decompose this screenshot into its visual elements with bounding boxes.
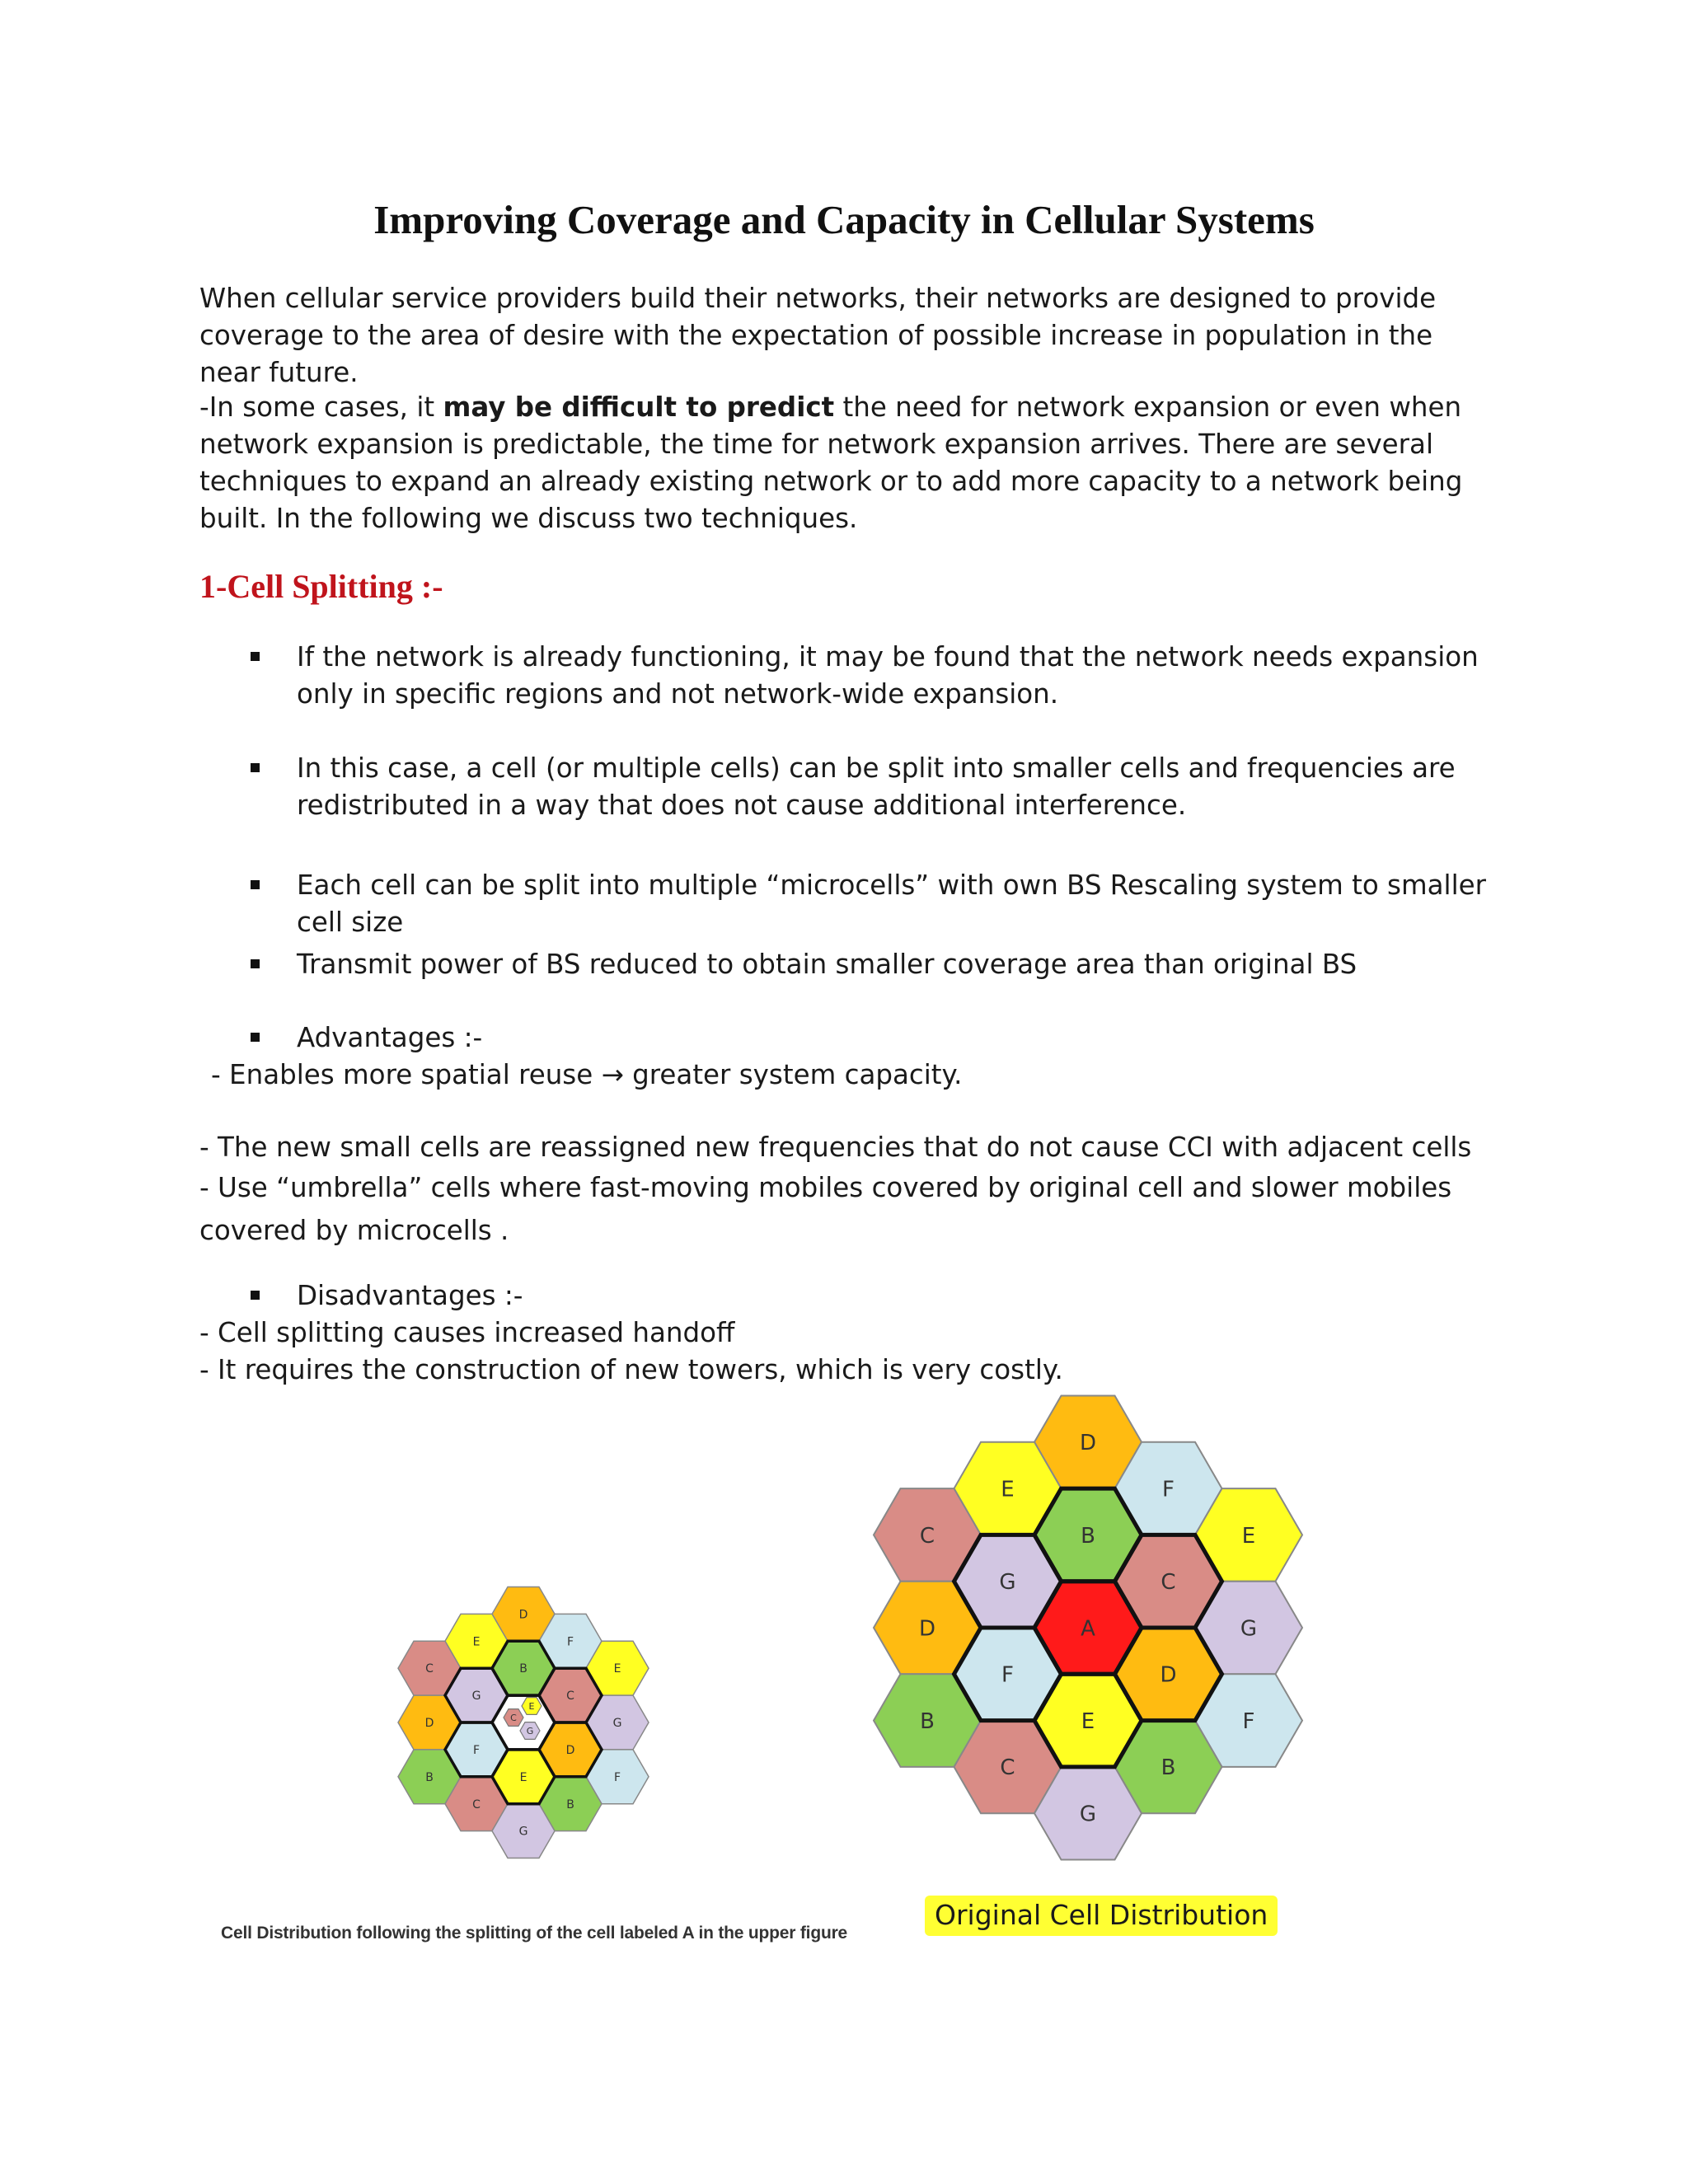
split-cell-label: E (613, 1662, 621, 1676)
split-cell-label: E (472, 1635, 481, 1649)
micro-cell-label: G (526, 1726, 534, 1736)
advantages-label: Advantages :- (297, 1022, 483, 1053)
original-cell-label: G (1079, 1802, 1097, 1827)
bullet-square-icon (251, 959, 260, 968)
micro-cell-e (522, 1698, 542, 1715)
original-cell-label: D (1079, 1431, 1097, 1456)
split-cell-label: F (613, 1770, 621, 1784)
split-cell-label: B (566, 1797, 574, 1811)
disadvantages-label: Disadvantages :- (297, 1280, 523, 1311)
micro-cell-label: C (510, 1713, 517, 1723)
split-cell-label: C (472, 1797, 481, 1811)
bullet-square-icon (251, 1033, 260, 1042)
micro-cell-g (520, 1722, 540, 1740)
intro-paragraph-1: When cellular service providers build their networks, their networks are designed to provide coverage to the area of desire with the expectation of possible increase in population in the near future. (199, 283, 1437, 388)
bullet-item-2 (297, 750, 1517, 824)
original-cell-label: B (920, 1708, 935, 1734)
original-cell-label: B (1160, 1755, 1176, 1781)
split-cell-label: B (519, 1662, 528, 1676)
split-cell-label: F (566, 1635, 574, 1649)
micro-cell-label: E (528, 1701, 535, 1712)
original-cell-figure (857, 1385, 1319, 1871)
bullet-item-3 (297, 867, 1533, 941)
bullet-item-1 (297, 639, 1517, 713)
original-cell-label: B (1081, 1523, 1095, 1549)
micro-cell-c (504, 1709, 523, 1727)
advantage-2: - The new small cells are reassigned new frequencies that do not cause CCI with adjacent cells (199, 1132, 1472, 1163)
original-cell-label: F (1242, 1708, 1255, 1734)
bullet-square-icon (251, 652, 260, 661)
intro-paragraph-2 (199, 389, 1485, 537)
bullet-square-icon (251, 763, 260, 772)
original-cell-label: A (1081, 1616, 1095, 1642)
bullet-text-2: In this case, a cell (or multiple cells) can be split into smaller cells and frequencies are redistributed in a way that does not cause additional interference. (297, 752, 1456, 821)
intro-p2-end: the need for network expansion or even when network expansion is predictable, the time for network expansion arrives. There are several techniques to expand an already existing network or to add more capacity to a network being built. In the following we discuss two techniques. (199, 391, 1463, 534)
page-title: Improving Coverage and Capacity in Cellular Systems (373, 197, 1315, 242)
section-heading: 1-Cell Splitting :- (199, 568, 443, 605)
disadvantage-1: - Cell splitting causes increased handoff (199, 1317, 735, 1348)
split-cell-label: G (612, 1717, 622, 1731)
split-cell-label: D (424, 1717, 434, 1731)
advantage-3: - Use “umbrella” cells where fast-moving mobiles covered by original cell and slower mobiles covered by microcells . (199, 1172, 1452, 1246)
original-cell-label: E (1081, 1708, 1095, 1734)
bullet-square-icon (251, 880, 260, 889)
split-cell-label: C (566, 1690, 574, 1704)
split-cell-label: D (565, 1743, 575, 1757)
bullet-item-disadvantages (297, 1277, 1517, 1315)
original-cell-label: G (1240, 1616, 1258, 1642)
bullet-text-1: If the network is already functioning, it may be found that the network needs expansion only in specific regions and not network-wide expansion. (297, 641, 1479, 710)
original-cell-label: D (1160, 1662, 1177, 1688)
original-cell-label: C (1160, 1570, 1176, 1596)
advantage-1: - Enables more spatial reuse → greater system capacity. (211, 1059, 963, 1090)
split-cell-label: F (472, 1743, 481, 1757)
bullet-square-icon (251, 1291, 260, 1300)
original-cell-label: G (999, 1570, 1016, 1596)
original-figure-caption: Original Cell Distribution (925, 1896, 1278, 1936)
original-cell-label: C (919, 1523, 935, 1549)
original-cell-label: C (1000, 1755, 1015, 1781)
split-cell-label: D (518, 1608, 528, 1622)
split-cell-label: C (425, 1662, 434, 1676)
split-cell-figure (379, 1570, 668, 1875)
original-cell-label: F (1001, 1662, 1014, 1688)
split-cell-label: E (519, 1770, 528, 1784)
original-cell-label: E (1241, 1523, 1256, 1549)
bullet-text-4: Transmit power of BS reduced to obtain smaller coverage area than original BS (297, 949, 1357, 980)
disadvantage-2: - It requires the construction of new towers, which is very costly. (199, 1354, 1063, 1385)
split-cell-label: G (518, 1825, 528, 1839)
split-cell-label: G (471, 1690, 481, 1704)
original-cell-label: F (1162, 1477, 1175, 1502)
original-cell-label: E (1001, 1477, 1015, 1502)
split-cell-label: B (425, 1770, 434, 1784)
bullet-item-advantages (297, 1019, 1517, 1057)
bullet-text-3: Each cell can be split into multiple “microcells” with own BS Rescaling system to smaller cell size (297, 869, 1486, 938)
intro-p2-start: -In some cases, it (199, 391, 443, 423)
original-cell-label: D (918, 1616, 936, 1642)
split-figure-caption: Cell Distribution following the splitting of the cell labeled A in the upper figure (221, 1924, 848, 1943)
intro-p2-bold: may be difficult to predict (443, 391, 835, 423)
bullet-item-4 (297, 946, 1517, 983)
